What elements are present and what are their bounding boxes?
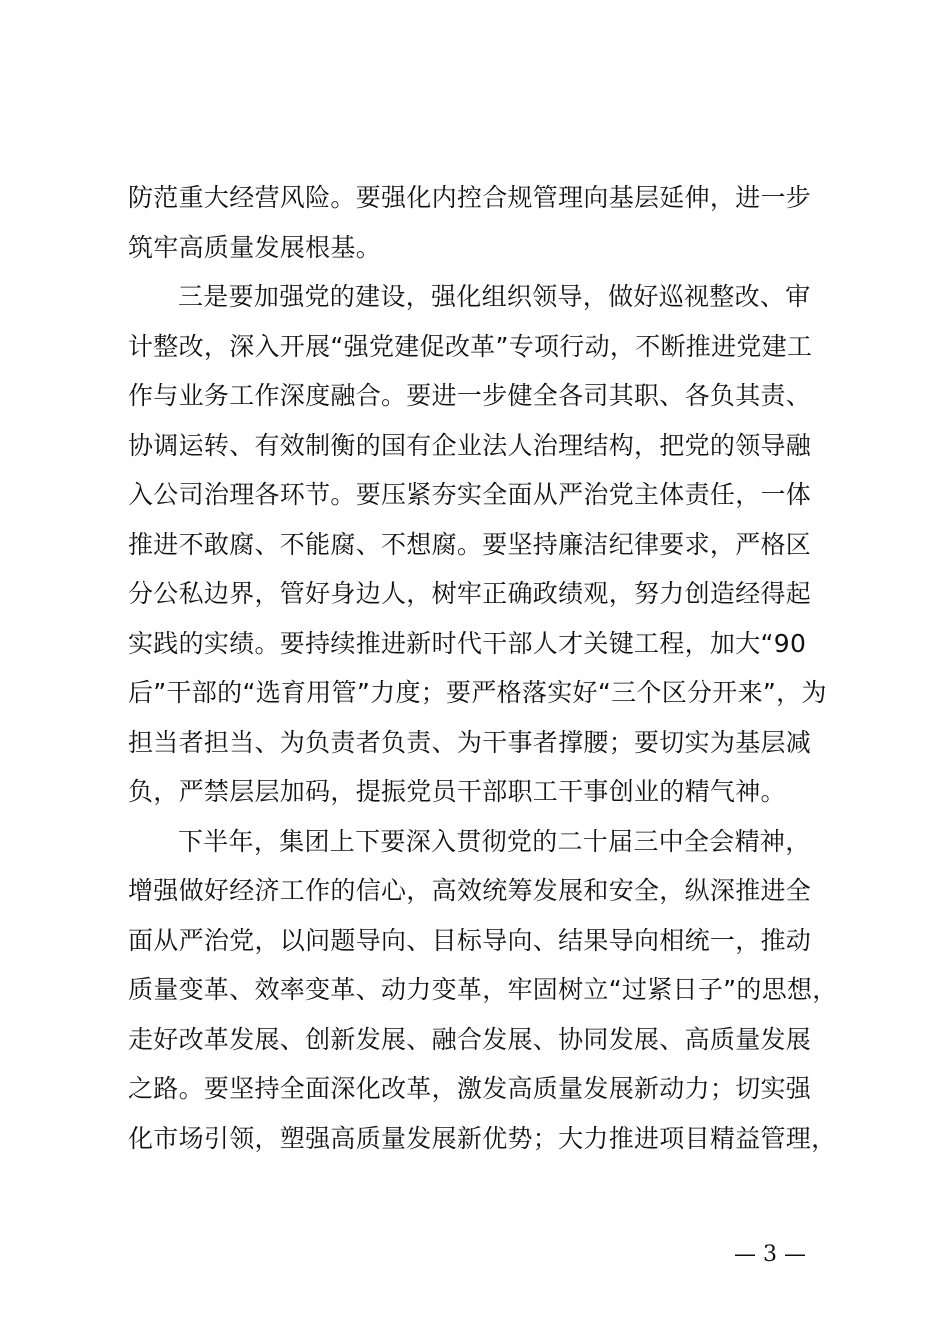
text-line: 负，严禁层层加码，提振党员干部职工干事创业的精气神。	[128, 777, 786, 806]
text-line: 质量变革、效率变革、动力变革，牢固树立“过紧日子”的思想，	[128, 975, 838, 1004]
text-line: 推进不敢腐、不能腐、不想腐。要坚持廉洁纪律要求，严格区	[128, 529, 812, 559]
paragraph-start-line: 下半年，集团上下要深入贯彻党的二十届三中全会精神，	[178, 826, 811, 856]
text-line: 后”干部的“选育用管”力度；要严格落实好“三个区分开来”，为	[128, 678, 827, 707]
text-line: 防范重大经营风险。要强化内控合规管理向基层延伸，进一步	[128, 183, 812, 212]
text-line: 之路。要坚持全面深化改革，激发高质量发展新动力；切实强	[128, 1074, 812, 1103]
paragraph-start-line: 三是要加强党的建设，强化组织领导，做好巡视整改、审	[178, 282, 811, 311]
document-body	[128, 180, 858, 1156]
text-line: 协调运转、有效制衡的国有企业法人治理结构，把党的领导融	[128, 430, 812, 460]
text-line: 入公司治理各环节。要压紧夯实全面从严治党主体责任，一体	[128, 480, 812, 509]
text-line: 担当者担当、为负责者负责、为干事者撑腰；要切实为基层减	[128, 727, 812, 757]
text-line: 计整改，深入开展“强党建促改革”专项行动，不断推进党建工	[128, 331, 813, 361]
text-line: 实践的实绩。要持续推进新时代干部人才关键工程，加大“90	[128, 628, 807, 658]
text-line: 筑牢高质量发展根基。	[128, 232, 382, 262]
text-line: 增强做好经济工作的信心，高效统筹发展和安全，纵深推进全	[128, 876, 812, 905]
text-line: 分公私边界，管好身边人，树牢正确政绩观，努力创造经得起	[128, 579, 812, 608]
text-line: 走好改革发展、创新发展、融合发展、协同发展、高质量发展	[128, 1024, 812, 1054]
text-line: 面从严治党，以问题导向、目标导向、结果导向相统一，推动	[128, 925, 812, 955]
text-line: 作与业务工作深度融合。要进一步健全各司其职、各负其责、	[128, 381, 812, 410]
text-line: 化市场引领，塑强高质量发展新优势；大力推进项目精益管理，	[128, 1123, 837, 1153]
page-number: — 3 —	[734, 1242, 806, 1267]
